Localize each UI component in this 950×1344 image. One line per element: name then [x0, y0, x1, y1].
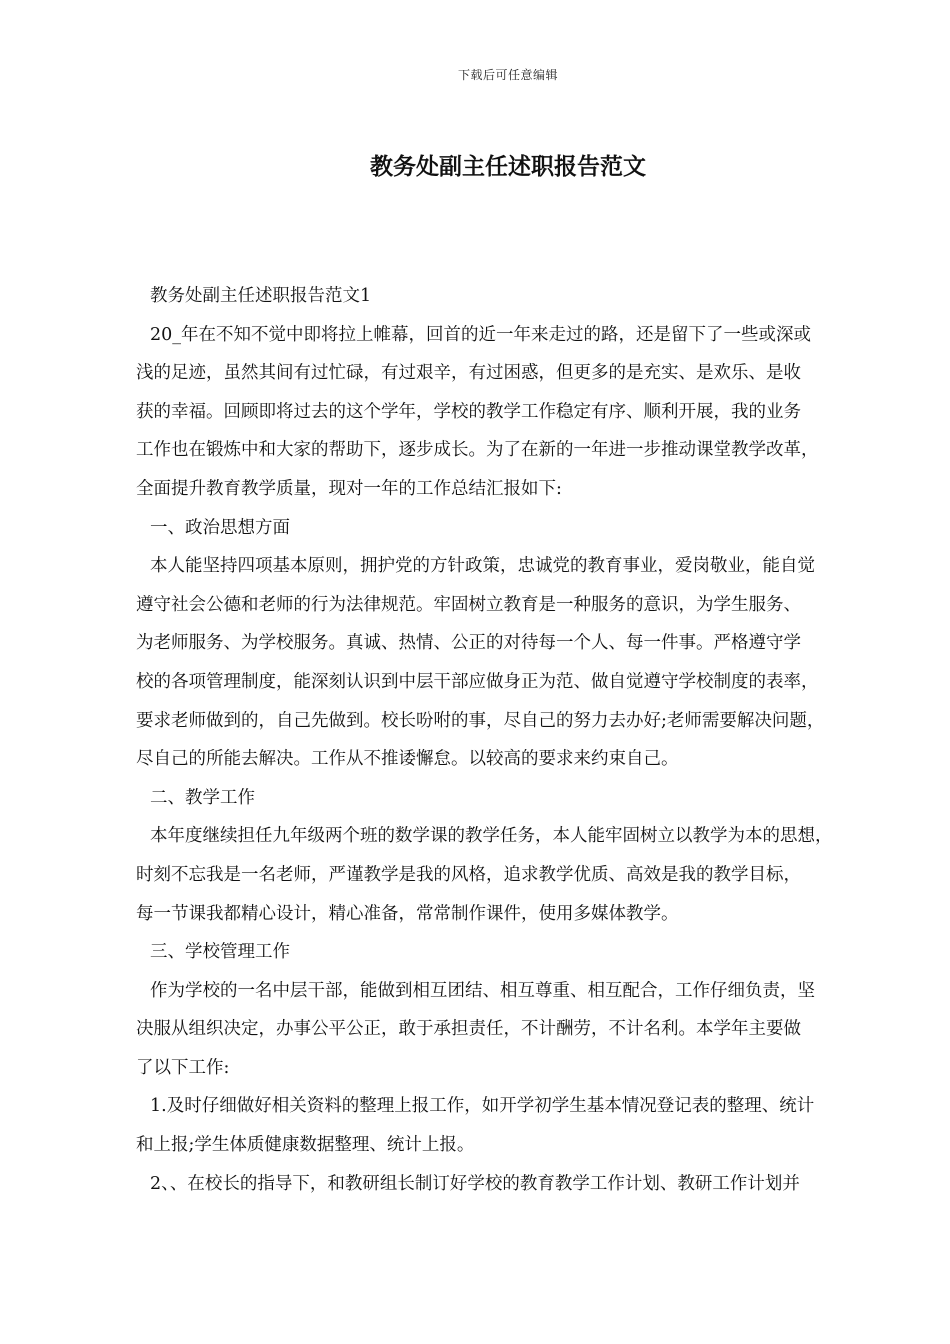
paragraph-line: 获的幸福。回顾即将过去的这个学年，学校的教学工作稳定有序、顺利开展，我的业务 [136, 401, 801, 422]
paragraph-line: 本年度继续担任九年级两个班的数学课的教学任务，本人能牢固树立以教学为本的思想， [150, 826, 833, 847]
paragraph-line: 为老师服务、为学校服务。真诚、热情、公正的对待每一个人、每一件事。严格遵守学 [136, 633, 801, 654]
list-item-line: 2、、在校长的指导下，和教研组长制订好学校的教育教学工作计划、教研工作计划并 [150, 1173, 800, 1194]
paragraph-line: 全面提升教育教学质量，现对一年的工作总结汇报如下: [136, 478, 562, 499]
section-heading: 二、教学工作 [150, 787, 255, 808]
paragraph-line: 要求老师做到的，自己先做到。校长吩咐的事，尽自己的努力去办好;老师需要解决问题， [136, 710, 825, 731]
list-item-line: 和上报;学生体质健康数据整理、统计上报。 [136, 1135, 475, 1156]
document-title: 教务处副主任述职报告范文 [370, 154, 646, 180]
paragraph-line: 校的各项管理制度，能深刻认识到中层干部应做身正为范、做自觉遵守学校制度的表率， [136, 671, 819, 692]
section-subtitle: 教务处副主任述职报告范文1 [150, 286, 372, 306]
paragraph-line: 作为学校的一名中层干部，能做到相互团结、相互尊重、相互配合，工作仔细负责，坚 [150, 980, 815, 1001]
paragraph-line: 时刻不忘我是一名老师，严谨教学是我的风格，追求教学优质、高效是我的教学目标， [136, 864, 801, 885]
paragraph-line: 遵守社会公德和老师的行为法律规范。牢固树立教育是一种服务的意识，为学生服务、 [136, 594, 801, 615]
paragraph-line: 浅的足迹，虽然其间有过忙碌，有过艰辛，有过困惑，但更多的是充实、是欢乐、是收 [136, 363, 801, 384]
paragraph-line: 20_年在不知不觉中即将拉上帷幕，回首的近一年来走过的路，还是留下了一些或深或 [150, 324, 812, 345]
header-note: 下载后可任意编辑 [457, 68, 558, 82]
document-body [136, 277, 892, 1203]
paragraph-line: 尽自己的所能去解决。工作从不推诿懈怠。以较高的要求来约束自己。 [136, 749, 679, 770]
list-item-line: 1.及时仔细做好相关资料的整理上报工作，如开学初学生基本情况登记表的整理、统计 [150, 1096, 815, 1117]
paragraph-line: 决服从组织决定，办事公平公正，敢于承担责任，不计酬劳，不计名利。本学年主要做 [136, 1019, 801, 1040]
paragraph-line: 每一节课我都精心设计，精心准备，常常制作课件，使用多媒体教学。 [136, 903, 679, 924]
paragraph-line: 本人能坚持四项基本原则，拥护党的方针政策，忠诚党的教育事业，爱岗敬业，能自觉 [150, 556, 815, 577]
paragraph-line: 了以下工作: [136, 1057, 230, 1078]
section-heading: 一、政治思想方面 [150, 517, 290, 538]
section-heading: 三、学校管理工作 [150, 942, 290, 963]
paragraph-line: 工作也在锻炼中和大家的帮助下，逐步成长。为了在新的一年进一步推动课堂教学改革， [136, 440, 819, 461]
